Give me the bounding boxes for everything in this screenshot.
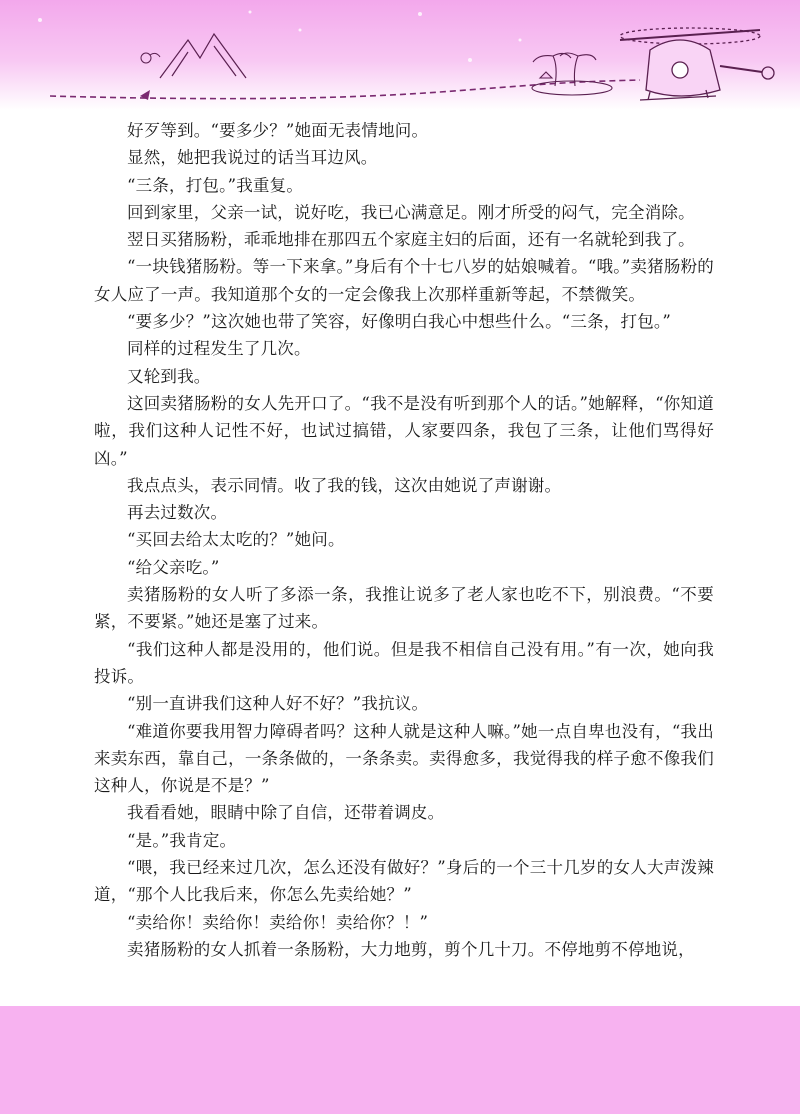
header-illustration bbox=[0, 0, 800, 110]
paragraph: 同样的过程发生了几次。 bbox=[127, 339, 311, 359]
sparkles-icon bbox=[38, 11, 522, 63]
paragraph: “别一直讲我们这种人好不好？”我抗议。 bbox=[127, 694, 429, 714]
paragraph: 翌日买猪肠粉，乖乖地排在那四五个家庭主妇的后面，还有一名就轮到我了。 bbox=[127, 230, 695, 250]
doodle-face-icon bbox=[141, 53, 160, 63]
paragraph: 卖猪肠粉的女人抓着一条肠粉，大力地剪，剪个几十刀。不停地剪不停地说， bbox=[127, 939, 695, 959]
paragraph: “要多少？”这次她也带了笑容，好像明白我心中想些什么。“三条，打包。” bbox=[127, 312, 671, 332]
paragraph: 再去过数次。 bbox=[127, 503, 228, 523]
paragraph: “难道你要我用智力障碍者吗？这种人就是这种人嘛。”她一点自卑也没有，“我出来卖东西，靠自己，一条条做的，一条条卖。卖得愈多，我觉得我的样子愈不像我们这种人，你说是不是？” bbox=[94, 721, 714, 796]
mountains-icon bbox=[160, 34, 246, 78]
paragraph: “买回去给太太吃的？”她问。 bbox=[127, 530, 345, 550]
paragraph: “三条，打包。”我重复。 bbox=[127, 175, 304, 195]
paragraph: “是。”我肯定。 bbox=[127, 830, 237, 850]
paragraph: 回到家里，父亲一试，说好吃，我已心满意足。刚才所受的闷气，完全消除。 bbox=[127, 202, 695, 222]
footer-band bbox=[0, 1006, 800, 1114]
palm-island-icon bbox=[532, 53, 612, 95]
paragraph: 卖猪肠粉的女人听了多添一条，我推让说多了老人家也吃不下，别浪费。“不要紧，不要紧。”她还是塞了过来。 bbox=[94, 585, 714, 632]
paragraph: 又轮到我。 bbox=[127, 366, 211, 386]
paragraph: 显然，她把我说过的话当耳边风。 bbox=[127, 148, 378, 168]
paragraph: “给父亲吃。” bbox=[127, 557, 220, 577]
article-body bbox=[94, 117, 714, 963]
paragraph: 我点点头，表示同情。收了我的钱，这次由她说了声谢谢。 bbox=[127, 475, 562, 495]
helicopter-icon bbox=[620, 28, 774, 100]
paragraph: “喂，我已经来过几次，怎么还没有做好？”身后的一个三十几岁的女人大声泼辣道，“那个人比我后来，你怎么先卖给她？” bbox=[94, 858, 714, 905]
paragraph: “我们这种人都是没用的，他们说。但是我不相信自己没有用。”有一次，她向我投诉。 bbox=[94, 639, 714, 686]
paragraph: 这回卖猪肠粉的女人先开口了。“我不是没有听到那个人的话。”她解释，“你知道啦，我们这种人记性不好，也试过搞错，人家要四条，我包了三条，让他们骂得好凶。” bbox=[94, 393, 714, 468]
paragraph: “卖给你！卖给你！卖给你！卖给你？！” bbox=[127, 912, 429, 932]
paragraph: 我看看她，眼睛中除了自信，还带着调皮。 bbox=[127, 803, 445, 823]
header-decoration bbox=[0, 0, 800, 110]
paragraph: 好歹等到。“要多少？”她面无表情地问。 bbox=[127, 121, 429, 140]
dashed-path bbox=[50, 80, 640, 99]
paragraph: “一块钱猪肠粉。等一下来拿。”身后有个十七八岁的姑娘喊着。“哦。”卖猪肠粉的女人应了一声。我知道那个女的一定会像我上次那样重新等起，不禁微笑。 bbox=[94, 257, 714, 304]
